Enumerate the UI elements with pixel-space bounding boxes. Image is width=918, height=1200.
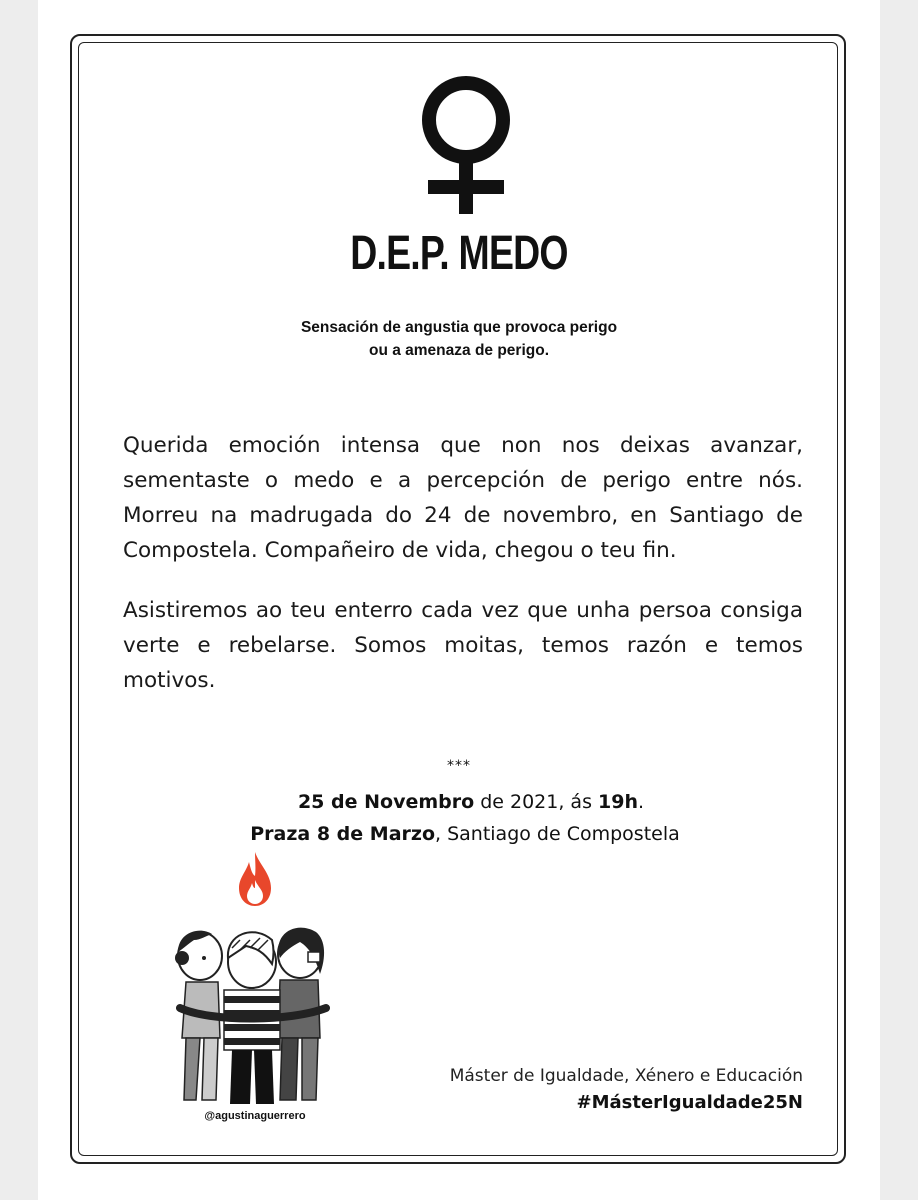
event-place-line (6, 820, 918, 848)
venus-icon (414, 76, 518, 216)
illustration-credit: @agustinaguerrero (204, 1110, 306, 1122)
definition-text (0, 316, 918, 362)
event-time: 19h (598, 791, 638, 813)
hashtag: #MásterIgualdade25N (576, 1092, 803, 1113)
poster-title: D.E.P. MEDO (350, 227, 568, 280)
event-date: 25 de Novembro (297, 791, 475, 813)
event-time-rest: . (637, 791, 645, 813)
paragraph-1: Querida emoción intensa que non nos deixas avanzar, sementaste o medo e a percepción de perigo entre nós. Morreu na madrugada do 24 de novembro, en Santiago de Compostela. Compañeiro de vida, chegou o teu fin. (123, 433, 803, 563)
definition-line-2: ou a amenaza de perigo. (368, 342, 550, 359)
women-group-illustration (160, 918, 340, 1106)
definition-line-1: Sensación de angustia que provoca perigo (300, 319, 618, 336)
event-date-line (12, 788, 918, 816)
paragraph-2: Asistiremos ao teu enterro cada vez que unha persoa consiga verte e rebelarse. Somos moitas, temos razón e temos motivos. (123, 598, 803, 693)
flame-icon (236, 850, 274, 908)
event-place-rest: , Santiago de Compostela (435, 823, 680, 845)
separator: *** (447, 758, 471, 774)
organizer-name: Máster de Igualdade, Xénero e Educación (449, 1066, 803, 1086)
event-date-rest: de 2021, ás (474, 791, 599, 813)
event-place: Praza 8 de Marzo (250, 823, 435, 845)
